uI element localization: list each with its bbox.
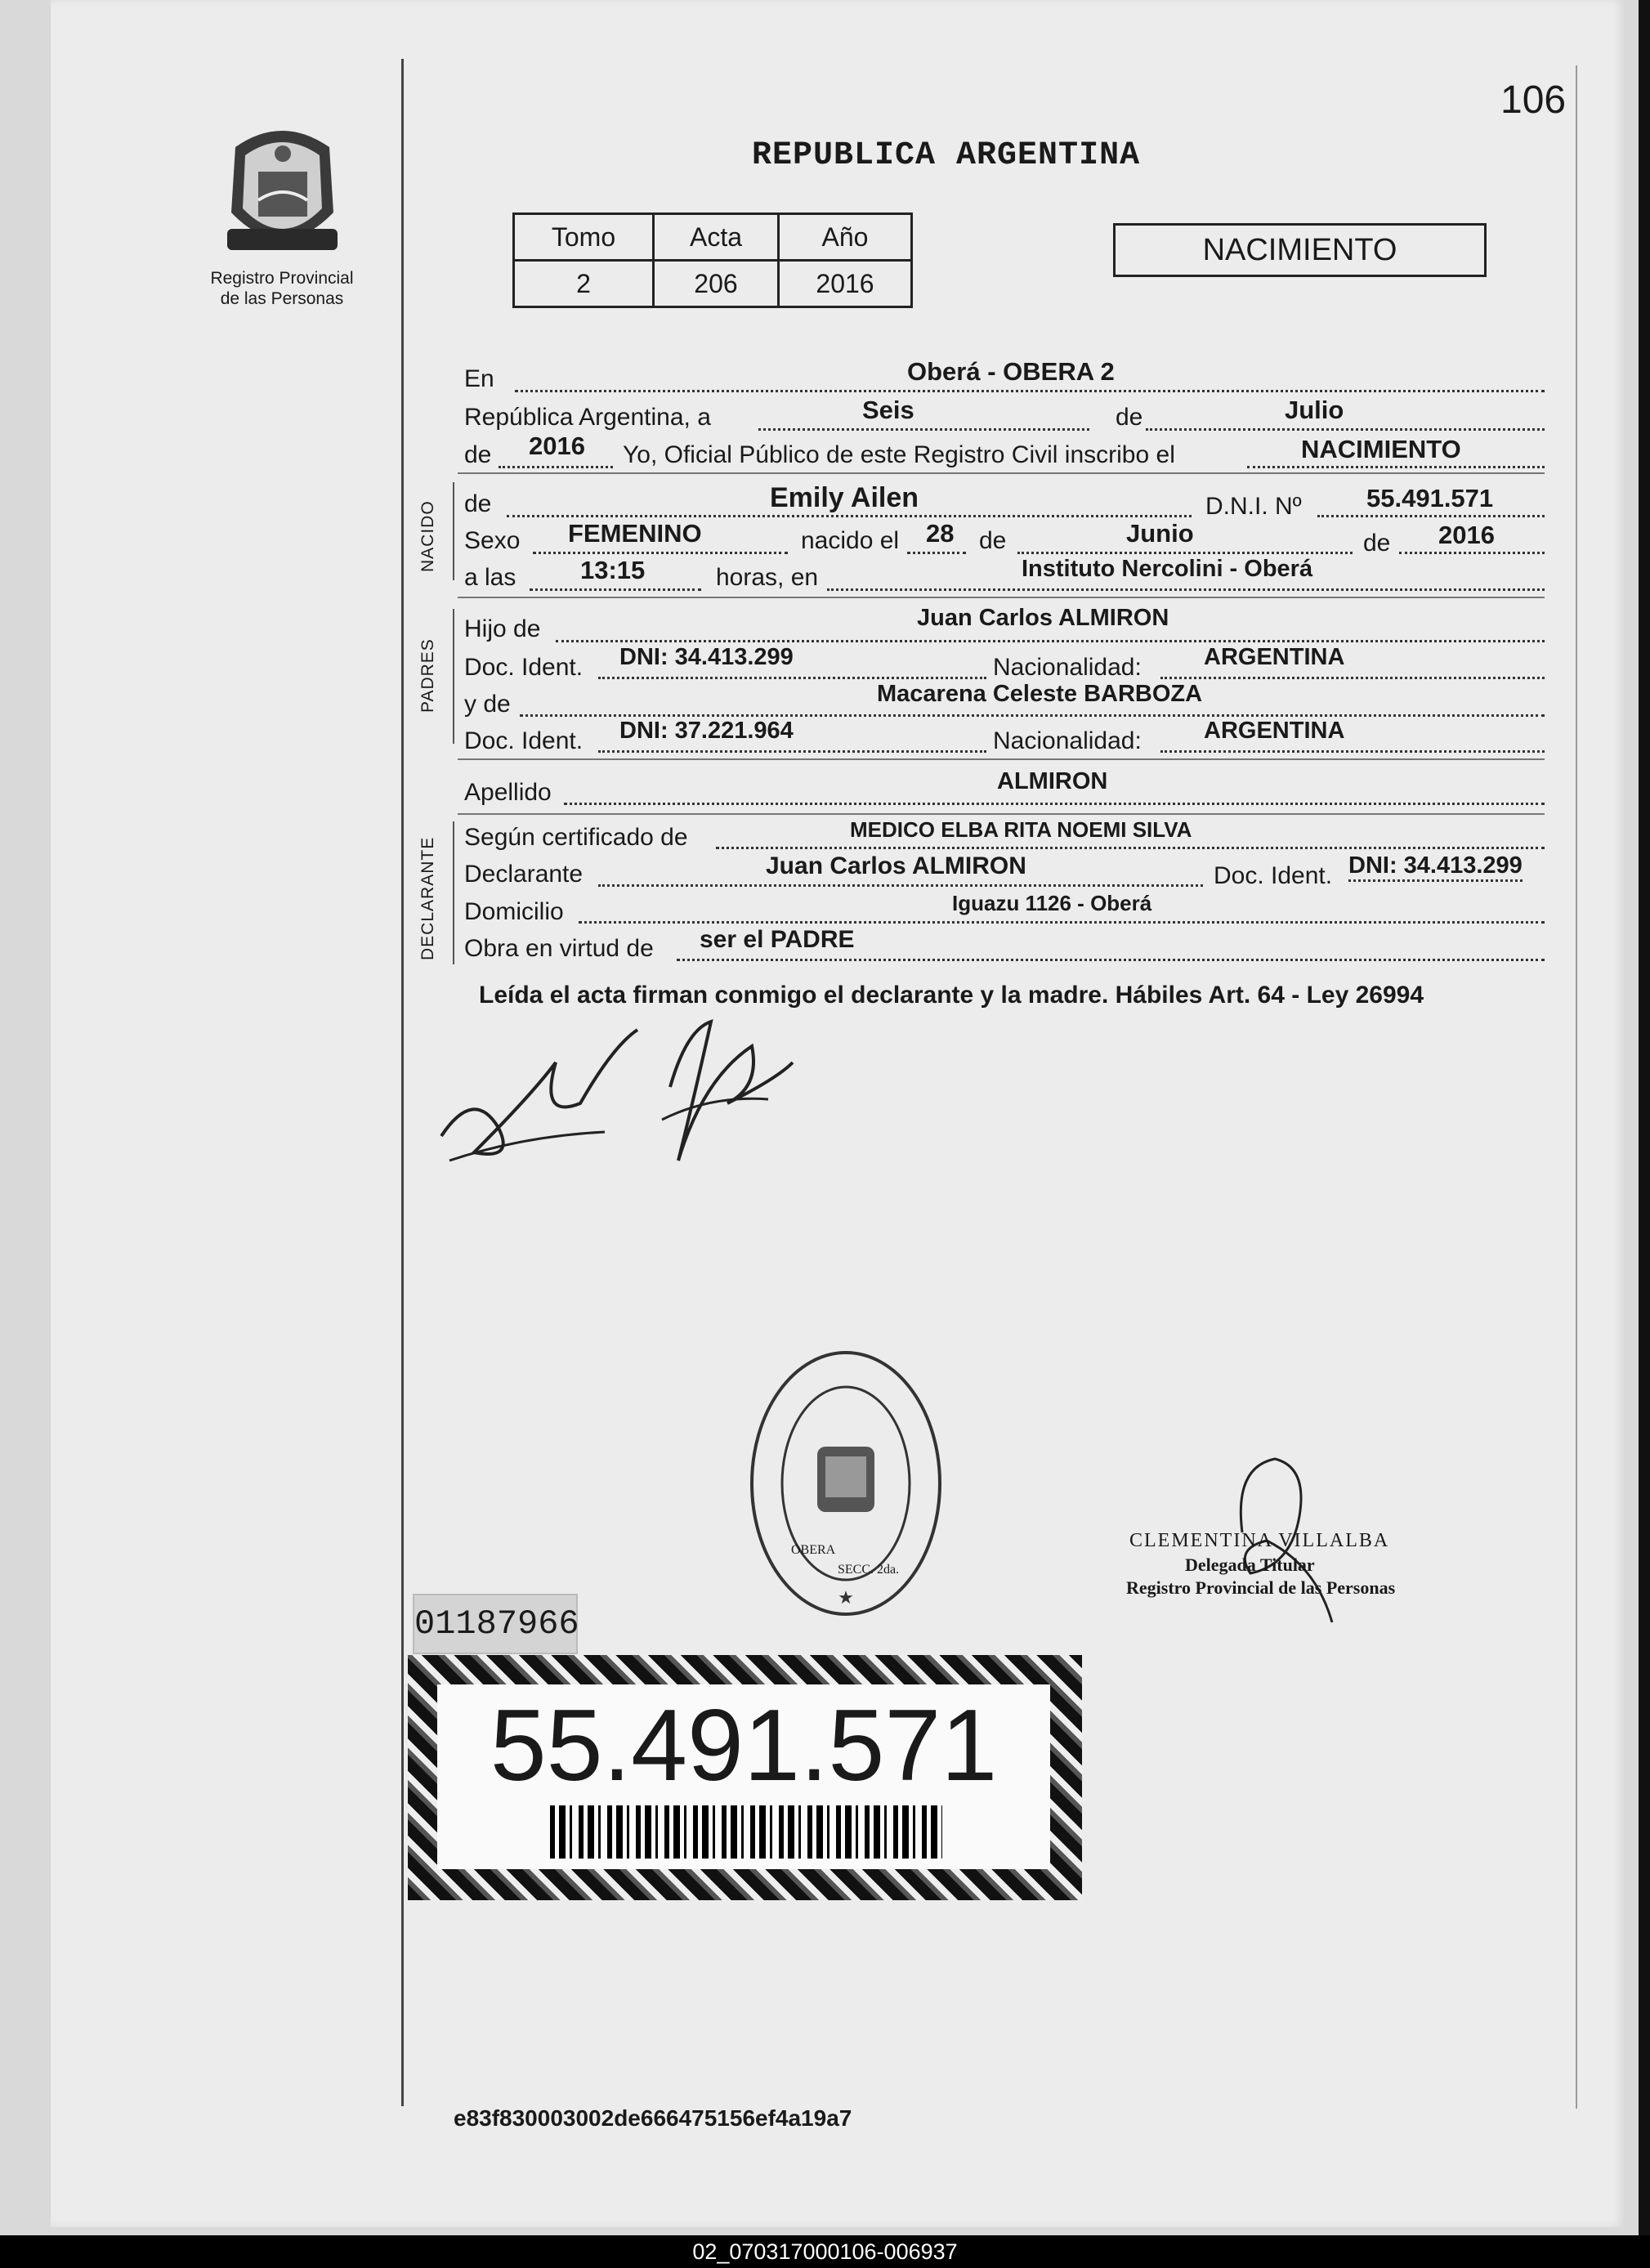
section-divider bbox=[458, 597, 1545, 598]
officer-role: Delegada Titular bbox=[1185, 1554, 1315, 1575]
dotted-line bbox=[598, 884, 1203, 887]
logo-caption-line1: Registro Provincial bbox=[210, 269, 354, 288]
declarante-section-label: DECLARANTE bbox=[418, 836, 437, 960]
page-title: REPUBLICA ARGENTINA bbox=[752, 137, 1141, 174]
domicilio-label: Domicilio bbox=[464, 898, 564, 925]
obra-label: Obra en virtud de bbox=[464, 935, 654, 962]
left-margin-line bbox=[401, 59, 404, 2106]
stamp-sub2: SECC. 2da. bbox=[838, 1563, 900, 1577]
de-label: de bbox=[979, 527, 1007, 554]
padres-bracket bbox=[453, 609, 454, 744]
apellido-value: ALMIRON bbox=[997, 768, 1108, 794]
en-label: En bbox=[464, 365, 494, 392]
sexo-value: FEMENINO bbox=[568, 519, 702, 548]
table-value-acta: 206 bbox=[654, 261, 779, 307]
declarante-bracket bbox=[453, 821, 454, 964]
dotted-line bbox=[533, 552, 788, 554]
logo-caption-line2: de las Personas bbox=[220, 289, 344, 308]
registry-stamp bbox=[744, 1340, 948, 1626]
barcode-bars bbox=[550, 1805, 942, 1859]
document-hash: e83f830003002de666475156ef4a19a7 bbox=[454, 2105, 852, 2131]
province-seal-logo bbox=[219, 123, 346, 262]
table-value-row bbox=[514, 261, 912, 307]
inscription-value: NACIMIENTO bbox=[1301, 435, 1461, 463]
officer-office: Registro Provincial de las Personas bbox=[1126, 1577, 1396, 1598]
certificado-value: MEDICO ELBA RITA NOEMI SILVA bbox=[850, 817, 1192, 842]
child-name: Emily Ailen bbox=[770, 482, 919, 513]
table-value-ano: 2016 bbox=[779, 261, 912, 307]
declarante-doc-value: DNI: 34.413.299 bbox=[1348, 852, 1523, 882]
declarante-name: Juan Carlos ALMIRON bbox=[766, 852, 1026, 879]
dotted-line bbox=[1247, 466, 1545, 468]
apellido-label: Apellido bbox=[464, 779, 552, 806]
dni-label: D.N.I. Nº bbox=[1205, 493, 1302, 520]
father-doc-value: DNI: 34.413.299 bbox=[619, 644, 794, 670]
republica-label: República Argentina, a bbox=[464, 404, 711, 431]
dotted-line bbox=[1146, 428, 1545, 431]
mother-name: Macarena Celeste BARBOZA bbox=[877, 681, 1203, 707]
dotted-line bbox=[758, 428, 1089, 431]
dotted-line bbox=[507, 515, 1192, 517]
dotted-line bbox=[598, 750, 986, 753]
table-header-tomo: Tomo bbox=[514, 214, 654, 261]
serial-stamp: 01187966 bbox=[413, 1594, 578, 1654]
dotted-line bbox=[499, 466, 613, 468]
dotted-line bbox=[827, 588, 1545, 591]
table-header-ano: Año bbox=[779, 214, 912, 261]
dotted-line bbox=[1317, 515, 1545, 517]
table-value-tomo: 2 bbox=[514, 261, 654, 307]
barcode-inner bbox=[437, 1684, 1050, 1869]
dotted-line bbox=[515, 390, 1545, 392]
obra-value: ser el PADRE bbox=[700, 926, 855, 953]
signature-declarante bbox=[425, 997, 817, 1177]
place-value: Oberá - OBERA 2 bbox=[907, 357, 1115, 386]
section-divider bbox=[458, 813, 1545, 815]
father-nationality: ARGENTINA bbox=[1204, 644, 1345, 670]
de2-label: de bbox=[464, 441, 492, 468]
table-header-row bbox=[514, 214, 912, 261]
barcode-number: 55.491.571 bbox=[490, 1689, 998, 1802]
birth-day-value: 28 bbox=[926, 519, 955, 548]
de-label: de bbox=[464, 490, 492, 517]
yo-label: Yo, Oficial Público de este Registro Civil inscribo el bbox=[623, 441, 1175, 468]
officer-name: CLEMENTINA VILLALBA bbox=[1129, 1530, 1390, 1551]
hijo-label: Hijo de bbox=[464, 615, 541, 642]
nacionalidad-label: Nacionalidad: bbox=[993, 654, 1142, 681]
dotted-line bbox=[716, 847, 1545, 849]
document-type-box: NACIMIENTO bbox=[1113, 223, 1487, 277]
nacido-label: nacido el bbox=[801, 527, 900, 554]
horas-label: horas, en bbox=[716, 564, 819, 591]
doc-ident-label: Doc. Ident. bbox=[464, 654, 584, 681]
nacionalidad-label: Nacionalidad: bbox=[993, 727, 1142, 754]
nacido-section-label: NACIDO bbox=[418, 500, 437, 572]
section-divider bbox=[458, 472, 1545, 474]
logo-caption bbox=[200, 268, 364, 309]
dotted-line bbox=[530, 588, 701, 591]
day-value: Seis bbox=[862, 396, 914, 424]
stamp-sub1: OBERA bbox=[791, 1543, 836, 1557]
mother-doc-value: DNI: 37.221.964 bbox=[619, 718, 794, 744]
sexo-label: Sexo bbox=[464, 527, 521, 554]
month-value: Julio bbox=[1285, 396, 1344, 424]
dni-value: 55.491.571 bbox=[1366, 484, 1494, 512]
dotted-line bbox=[556, 640, 1545, 642]
footer-id: 02_070317000106-006937 bbox=[0, 2235, 1650, 2268]
alas-label: a las bbox=[464, 564, 516, 591]
mother-nationality: ARGENTINA bbox=[1204, 718, 1345, 744]
father-name: Juan Carlos ALMIRON bbox=[917, 605, 1169, 631]
page-number: 106 bbox=[1500, 78, 1567, 122]
year-value: 2016 bbox=[529, 432, 585, 460]
birth-place-value: Instituto Nercolini - Oberá bbox=[1022, 556, 1313, 582]
right-margin-line bbox=[1576, 65, 1577, 2109]
dotted-line bbox=[579, 921, 1545, 924]
closing-text: Leída el acta firman conmigo el declarante y la madre. Hábiles Art. 64 - Ley 26994 bbox=[479, 982, 1424, 1009]
dotted-line bbox=[1160, 750, 1545, 753]
birth-month-value: Junio bbox=[1126, 519, 1194, 548]
dotted-line bbox=[677, 959, 1545, 961]
svg-text:★: ★ bbox=[838, 1587, 854, 1608]
dotted-line bbox=[907, 552, 966, 554]
dotted-line bbox=[520, 714, 1545, 717]
dotted-line bbox=[598, 677, 986, 679]
dotted-line bbox=[1017, 552, 1353, 554]
de-label: de bbox=[1363, 530, 1391, 557]
table-header-acta: Acta bbox=[654, 214, 779, 261]
yde-label: y de bbox=[464, 691, 511, 718]
nacido-bracket bbox=[453, 482, 454, 580]
doc-ident-label: Doc. Ident. bbox=[464, 727, 584, 754]
barcode-label bbox=[408, 1655, 1082, 1900]
declarante-doc-label: Doc. Ident. bbox=[1214, 862, 1333, 889]
de-label: de bbox=[1116, 404, 1143, 431]
certificado-label: Según certificado de bbox=[464, 824, 688, 851]
section-divider bbox=[458, 758, 1545, 760]
dotted-line bbox=[1160, 677, 1545, 679]
time-value: 13:15 bbox=[580, 556, 646, 584]
dotted-line bbox=[1399, 552, 1545, 554]
padres-section-label: PADRES bbox=[418, 638, 437, 713]
domicilio-value: Iguazu 1126 - Oberá bbox=[952, 891, 1152, 915]
birth-year-value: 2016 bbox=[1438, 521, 1495, 549]
dotted-line bbox=[564, 803, 1545, 805]
declarante-label: Declarante bbox=[464, 861, 584, 888]
register-table bbox=[512, 212, 913, 308]
